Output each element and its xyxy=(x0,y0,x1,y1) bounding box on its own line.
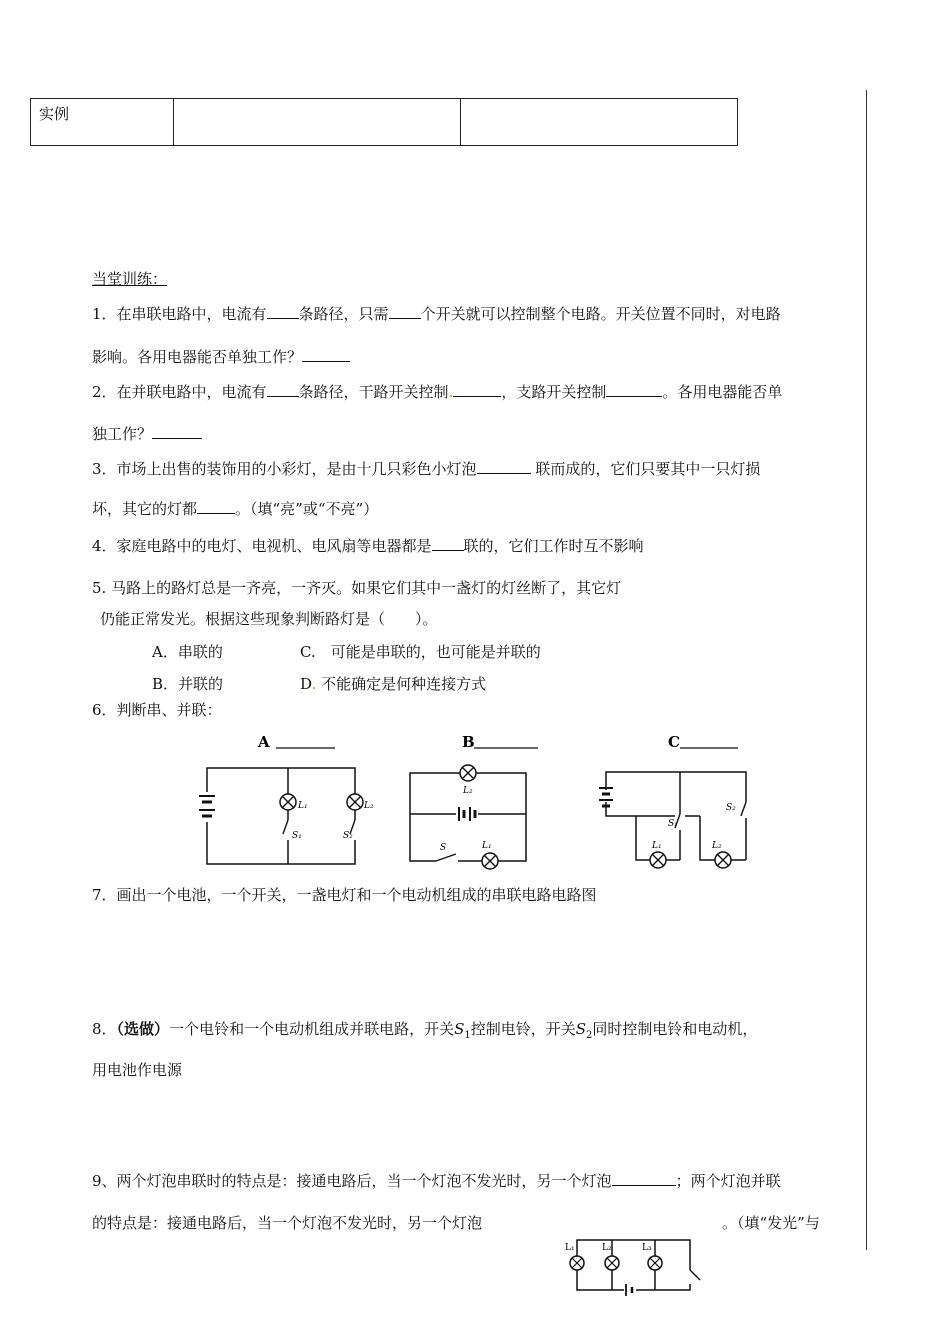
table-cell-label: 实例 xyxy=(31,99,174,146)
label-l1: L₁ xyxy=(298,801,308,811)
question-5-line-1: 5. 马路上的路灯总是一齐亮，一齐灭。如果它们其中一盏灯的灯丝断了，其它灯 xyxy=(92,579,622,597)
question-6: 6．判断串、并联： xyxy=(92,701,222,719)
q5-option-b[interactable]: B．并联的 xyxy=(152,675,224,693)
q3-blank-2[interactable] xyxy=(197,499,235,514)
label-l1: L₁ xyxy=(652,841,662,851)
q4-text-b: 联的，它们工作时互不影响 xyxy=(463,537,644,555)
q3-blank-1[interactable] xyxy=(477,459,531,474)
q8-optional-tag: （选做） xyxy=(116,1020,170,1038)
q8-text-b: 控制电铃，开关 xyxy=(470,1020,576,1038)
example-table xyxy=(30,98,738,146)
q5-option-a[interactable]: A．串联的 xyxy=(152,643,223,661)
label-s1: S₁ xyxy=(292,831,302,841)
label-s: S xyxy=(440,843,447,853)
q1-text-d: 影响。各用电器能否单独工作？ xyxy=(92,348,303,366)
circuit-a-label: A xyxy=(258,733,270,751)
q3-text-c: 坏，其它的灯都 xyxy=(92,500,198,518)
q4-text-a: 4．家庭电路中的电灯、电视机、电风扇等电器都是 xyxy=(92,537,432,555)
circuit-b-label: B xyxy=(462,733,475,751)
question-9-line-1 xyxy=(92,1170,781,1191)
q2-text-d: 。各用电器能否单 xyxy=(662,383,783,401)
label-l1: L₁ xyxy=(482,841,492,851)
label-s2: S₂ xyxy=(726,803,736,813)
label-l1: L₁ xyxy=(565,1243,575,1253)
q1-blank-1[interactable] xyxy=(267,304,299,319)
question-7: 7．画出一个电池，一个开关，一盏电灯和一个电动机组成的串联电路电路图 xyxy=(92,886,597,904)
circuit-a xyxy=(198,733,374,864)
q9-text-a: 9、两个灯泡串联时的特点是：接通电路后，当一个灯泡不发光时，另一个灯泡 xyxy=(92,1172,612,1190)
circuit-c-label: C xyxy=(668,733,680,751)
q4-blank-1[interactable] xyxy=(432,536,464,551)
label-l3: L₃ xyxy=(642,1243,652,1253)
q2-text-c: ，支路开关控制 xyxy=(501,383,607,401)
label-l2: L₂ xyxy=(364,801,374,811)
question-9-line-2 xyxy=(92,1212,482,1233)
q1-text-b: 条路径，只需 xyxy=(298,305,389,323)
q1-blank-2[interactable] xyxy=(389,304,421,319)
q8-s2-sub: 2 xyxy=(586,1030,593,1041)
q8-text-a: 一个电铃和一个电动机组成并联电路，开关 xyxy=(169,1020,455,1038)
table-cell xyxy=(461,99,738,146)
q2-blank-4[interactable] xyxy=(152,424,202,439)
question-5-line-2: 仍能正常发光。根据这些现象判断路灯是（ ）。 xyxy=(100,610,438,628)
q8-num: 8． xyxy=(92,1020,117,1038)
q1-text-c: 个开关就可以控制整个电路。开关位置不同时，对电路 xyxy=(420,305,781,323)
question-1-line-2 xyxy=(92,346,350,367)
question-3-line-1 xyxy=(92,458,760,479)
q5-option-d[interactable]: D. 不能确定是何种连接方式 xyxy=(300,675,487,693)
q1-text-a: 1．在串联电路中，电流有 xyxy=(92,305,267,323)
q5-option-d-letter: D xyxy=(300,675,312,693)
q9-blank-1[interactable] xyxy=(612,1171,676,1186)
q9-text-b: ；两个灯泡并联 xyxy=(675,1172,781,1190)
q3-text-b: 联而成的，它们只要其中一只灯损 xyxy=(530,460,761,478)
question-8-line-2: 用电池作电源 xyxy=(92,1061,183,1079)
q1-blank-3[interactable] xyxy=(302,347,350,362)
question-2-line-1: 2．在并联电路中，电流有 条路径，干路开关控制. ，支路开关控制 。各用电器能否单 xyxy=(92,383,783,401)
q5-option-c[interactable]: C. 可能是串联的，也可能是并联的 xyxy=(300,643,541,661)
question-8-line-1 xyxy=(92,1018,757,1041)
q9-text-c: 的特点是：接通电路后，当一个灯泡不发光时，另一个灯泡 xyxy=(92,1214,483,1232)
q2-text-e: 独工作？ xyxy=(92,425,153,443)
q2-text-a: 2．在并联电路中，电流有 xyxy=(92,383,267,401)
label-l2: L₂ xyxy=(602,1243,612,1253)
q8-s1-sub: 1 xyxy=(464,1030,471,1041)
circuit-q9 xyxy=(560,1228,720,1298)
q5-option-d-text: 不能确定是何种连接方式 xyxy=(321,675,487,693)
question-3-line-2 xyxy=(92,498,378,519)
section-heading: 当堂训练： xyxy=(92,270,168,288)
q8-s2: S xyxy=(575,1020,587,1038)
table-row xyxy=(31,99,738,146)
q8-s1: S xyxy=(454,1020,465,1038)
question-9-line-2-end: 。（填“发光”与 xyxy=(722,1214,820,1232)
circuit-c xyxy=(599,733,751,868)
circuit-b xyxy=(410,733,538,869)
q2-blank-3[interactable] xyxy=(606,382,662,397)
label-s2: S₂ xyxy=(343,831,353,841)
question-4 xyxy=(92,535,644,556)
table-cell xyxy=(174,99,461,146)
q2-text-b: 条路径，干路开关控制 xyxy=(298,383,449,401)
page-margin-line xyxy=(866,90,867,1250)
q2-blank-1[interactable] xyxy=(267,382,299,397)
label-l2: L₂ xyxy=(712,841,722,851)
q3-text-d: 。（填“亮”或“不亮”） xyxy=(235,500,379,518)
label-s1: S₁ xyxy=(668,819,678,829)
question-2-line-2 xyxy=(92,423,202,444)
circuit-diagrams xyxy=(180,730,760,875)
q8-text-c: 同时控制电铃和电动机， xyxy=(592,1020,758,1038)
label-l2: L₂ xyxy=(463,786,473,796)
question-1-line-1 xyxy=(92,303,781,324)
q2-blank-2[interactable] xyxy=(453,382,501,397)
q3-text-a: 3．市场上出售的装饰用的小彩灯，是由十几只彩色小灯泡 xyxy=(92,460,477,478)
